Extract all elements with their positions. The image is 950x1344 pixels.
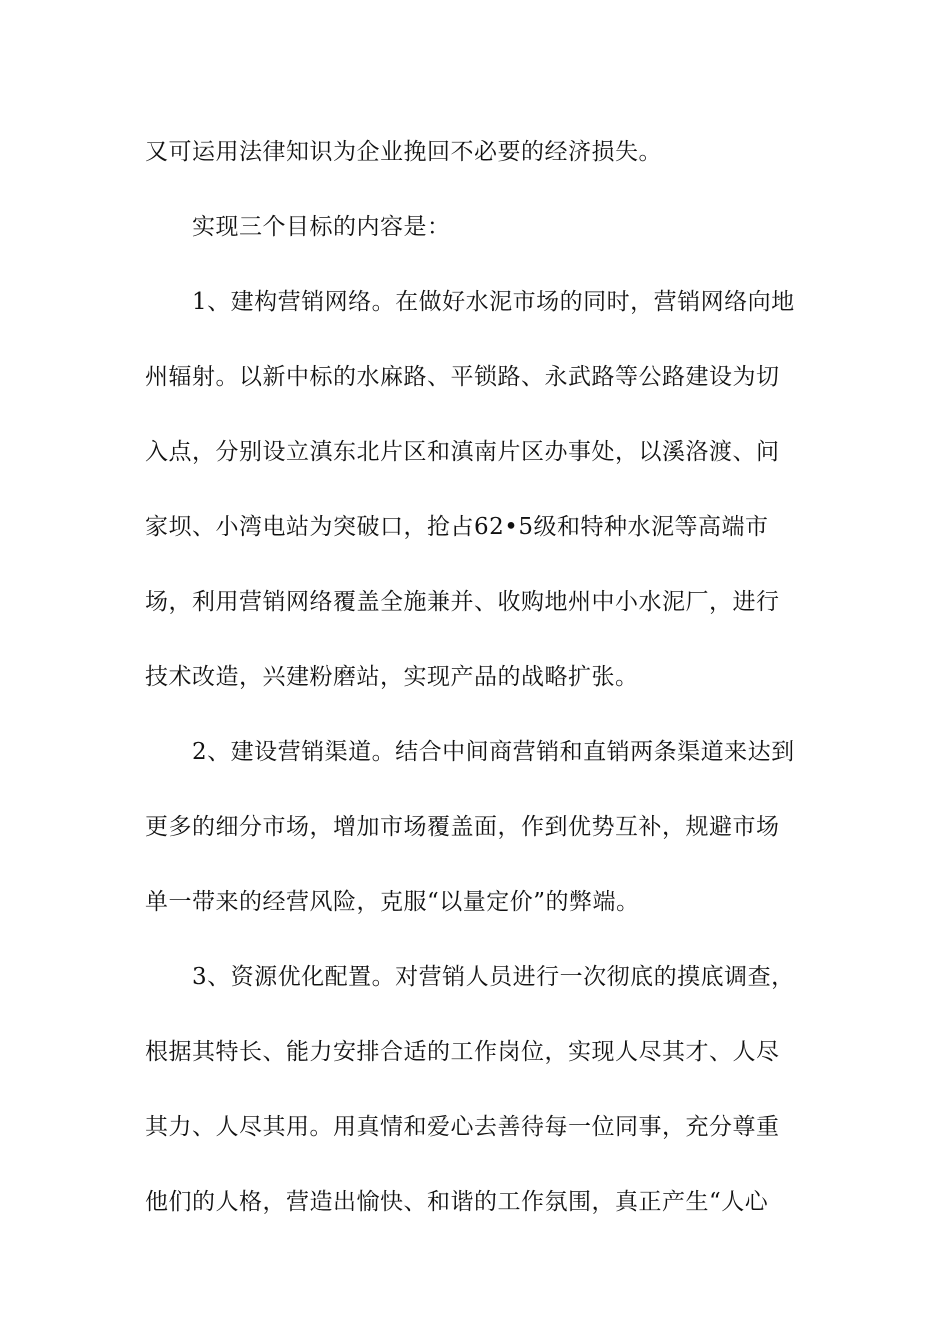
text-line-4: 州辐射。以新中标的水麻路、平锁路、永武路等公路建设为切 [145, 364, 780, 390]
text-line-2: 实现三个目标的内容是： [192, 214, 451, 240]
text-line-15: 他们的人格，营造出愉快、和谐的工作氛围，真正产生“人心 [145, 1189, 769, 1215]
text-line-13: 根据其特长、能力安排合适的工作岗位，实现人尽其才、人尽 [145, 1039, 780, 1065]
text-line-8: 技术改造，兴建粉磨站，实现产品的战略扩张。 [145, 664, 639, 690]
text-line-11: 单一带来的经营风险，克服“以量定价”的弊端。 [145, 889, 640, 915]
text-line-12: 3、资源优化配置。对营销人员进行一次彻底的摸底调查， [192, 964, 795, 990]
text-line-5: 入点，分别设立滇东北片区和滇南片区办事处，以溪洛渡、问 [145, 439, 780, 465]
text-line-1: 又可运用法律知识为企业挽回不必要的经济损失。 [145, 139, 662, 165]
text-line-7: 场，利用营销网络覆盖全施兼并、收购地州中小水泥厂，进行 [145, 589, 780, 615]
text-line-9: 2、建设营销渠道。结合中间商营销和直销两条渠道来达到 [192, 739, 795, 765]
text-line-3: 1、建构营销网络。在做好水泥市场的同时，营销网络向地 [192, 289, 795, 315]
text-line-10: 更多的细分市场，增加市场覆盖面，作到优势互补，规避市场 [145, 814, 780, 840]
text-line-6: 家坝、小湾电站为突破口，抢占62•5级和特种水泥等高端市 [145, 514, 769, 540]
text-line-14: 其力、人尽其用。用真情和爱心去善待每一位同事，充分尊重 [145, 1114, 780, 1140]
